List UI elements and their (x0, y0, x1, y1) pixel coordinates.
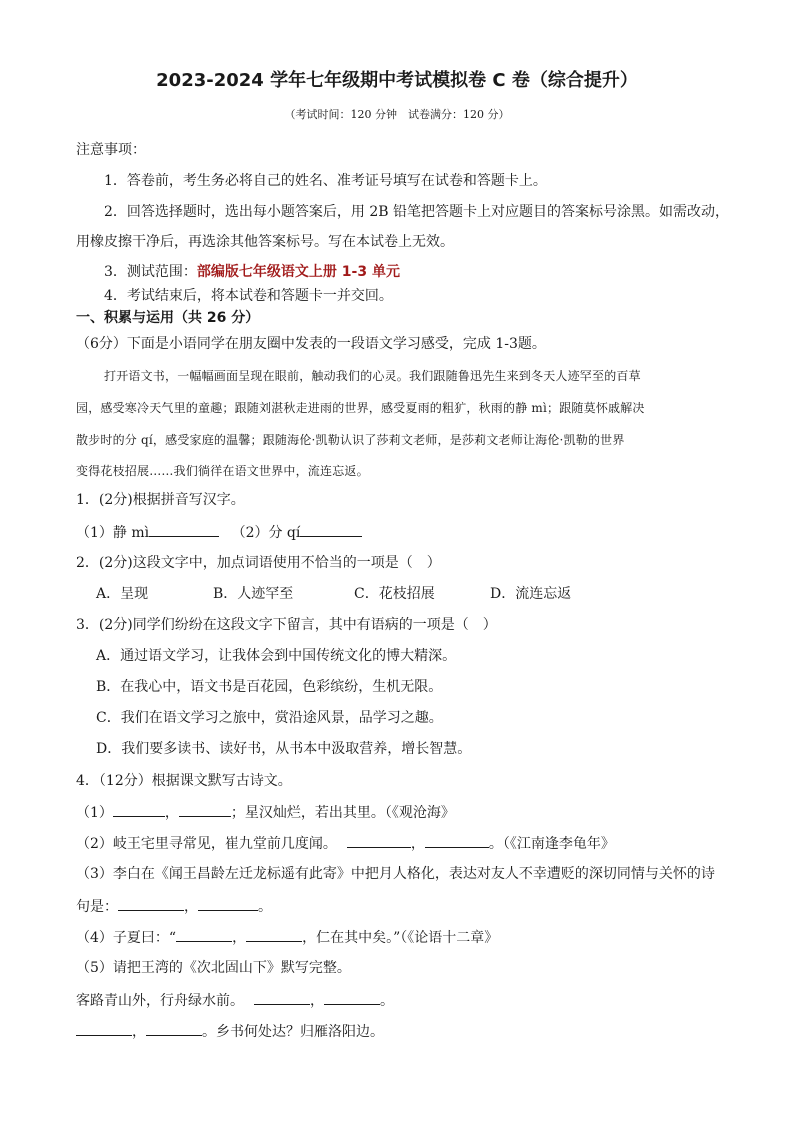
test-scope: 部编版七年级语文上册 1-3 单元 (196, 264, 400, 280)
part-text: （4）子夏曰：“ (76, 930, 177, 946)
question-3-option-b[interactable]: B．在我心中，语文书是百花园，色彩缤纷，生机无限。 (96, 679, 443, 695)
poem-text: 。乡书何处达？归雁洛阳边。 (202, 1024, 384, 1040)
part-text: （2）岐王宅里寻常见，崔九堂前几度闻。 (76, 836, 337, 852)
passage-line: 打开语文书，一幅幅画面呈现在眼前，触动我们的心灵。我们跟随鲁迅先生来到冬天人迹罕至的百草 (104, 369, 641, 383)
question-4-part-1 (76, 802, 726, 823)
question-4-part-5: （5）请把王湾的《次北固山下》默写完整。 (76, 960, 351, 976)
punctuation: ， (164, 805, 179, 821)
answer-blank[interactable] (324, 990, 380, 1005)
punctuation: 。 (380, 993, 394, 1009)
exam-title: 2023-2024 学年七年级期中考试模拟卷 C 卷（综合提升） (156, 70, 638, 91)
question-4-stem: 4．（12分）根据课文默写古诗文。 (76, 773, 292, 789)
part-label: （1） (76, 805, 113, 821)
question-3-option-c[interactable]: C．我们在语文学习之旅中，赏沿途风景，品学习之趣。 (96, 710, 443, 726)
punctuation: 。 (258, 899, 272, 915)
question-2-option-b[interactable]: B．人迹罕至 (213, 586, 294, 602)
note-item-2-cont: 用橡皮擦干净后，再选涂其他答案标号。写在本试卷上无效。 (76, 234, 454, 250)
question-3-option-d[interactable]: D．我们要多读书、读好书，从书本中汲取营养，增长智慧。 (96, 741, 472, 757)
punctuation: ， (410, 836, 425, 852)
question-2-option-a[interactable]: A．呈现 (96, 586, 149, 602)
question-2-option-c[interactable]: C．花枝招展 (354, 586, 435, 602)
question-1-stem: 1．(2分)根据拼音写汉字。 (76, 492, 245, 508)
answer-blank[interactable] (425, 833, 489, 848)
question-2-stem: 2．(2分)这段文字中，加点词语使用不恰当的一项是（ ） (76, 555, 441, 571)
passage-line: 散步时的分 qí，感受家庭的温馨；跟随海伦·凯勒认识了莎莉文老师，是莎莉文老师让海伦·凯勒的世界 (76, 433, 625, 447)
section-1-heading: 一、积累与运用（共 26 分） (76, 310, 260, 326)
answer-blank[interactable] (347, 833, 411, 848)
punctuation: ， (184, 899, 198, 915)
notes-heading: 注意事项： (76, 142, 146, 158)
question-4-part-2 (76, 833, 726, 854)
note-item-2: 2．回答选择题时，选出每小题答案后，用 2B 铅笔把答题卡上对应题目的答案标号涂黑。如需改动， (104, 204, 730, 220)
passage-line: 变得花枝招展……我们徜徉在语文世界中，流连忘返。 (76, 464, 369, 478)
note-item-3-label: 3．测试范围： (104, 264, 197, 280)
punctuation: ， (232, 930, 247, 946)
note-item-3 (104, 262, 754, 282)
section-1-intro: （6分）下面是小语同学在朋友圈中发表的一段语文学习感受，完成 1-3题。 (76, 336, 546, 352)
question-2-option-d[interactable]: D．流连忘返 (490, 586, 572, 602)
question-1-part-1: （1）静 mì (76, 525, 150, 541)
question-4-part-3-cont (76, 896, 726, 917)
answer-blank[interactable] (113, 802, 165, 817)
part-text: ，仁在其中矣。”（《论语十二章》 (302, 930, 499, 946)
passage-line: 园，感受寒冷天气里的童趣；跟随刘湛秋走进雨的世界，感受夏雨的粗犷，秋雨的静 mì；跟随莫怀戚解决 (76, 401, 645, 415)
poem-text: 客路青山外，行舟绿水前。 (76, 993, 244, 1009)
punctuation: ， (310, 993, 324, 1009)
part-text: ；星汉灿烂，若出其里。（《观沧海》 (230, 805, 455, 821)
question-4-part-4 (76, 927, 726, 948)
part-text: 。（《江南逢李龟年》 (488, 836, 615, 852)
note-item-1: 1．答卷前，考生务必将自己的姓名、准考证号填写在试卷和答题卡上。 (104, 173, 547, 189)
answer-blank[interactable] (118, 896, 184, 911)
exam-subtitle: （考试时间：120 分钟 试卷满分：120 分） (284, 108, 510, 121)
answer-blank[interactable] (149, 522, 219, 537)
answer-blank[interactable] (146, 1021, 202, 1036)
answer-blank[interactable] (300, 522, 362, 537)
poem-line-2 (76, 1021, 726, 1042)
question-3-option-a[interactable]: A．通过语文学习，让我体会到中国传统文化的博大精深。 (96, 648, 457, 664)
answer-blank[interactable] (76, 1021, 132, 1036)
answer-blank[interactable] (176, 927, 232, 942)
punctuation: ， (132, 1024, 146, 1040)
answer-blank[interactable] (198, 896, 258, 911)
answer-blank[interactable] (246, 927, 302, 942)
question-4-part-3: （3）李白在《闻王昌龄左迁龙标遥有此寄》中把月人格化，表达对友人不幸遭贬的深切同情与关怀的诗 (76, 866, 715, 882)
answer-blank[interactable] (254, 990, 310, 1005)
question-1-part-2: （2）分 qí (231, 525, 301, 541)
part-text: 句是： (76, 899, 118, 915)
question-1-parts (76, 522, 726, 543)
note-item-4: 4．考试结束后，将本试卷和答题卡一并交回。 (104, 288, 393, 304)
poem-line-1 (76, 990, 726, 1011)
question-3-stem: 3．(2分)同学们纷纷在这段文字下留言，其中有语病的一项是（ ） (76, 617, 497, 633)
answer-blank[interactable] (179, 802, 231, 817)
